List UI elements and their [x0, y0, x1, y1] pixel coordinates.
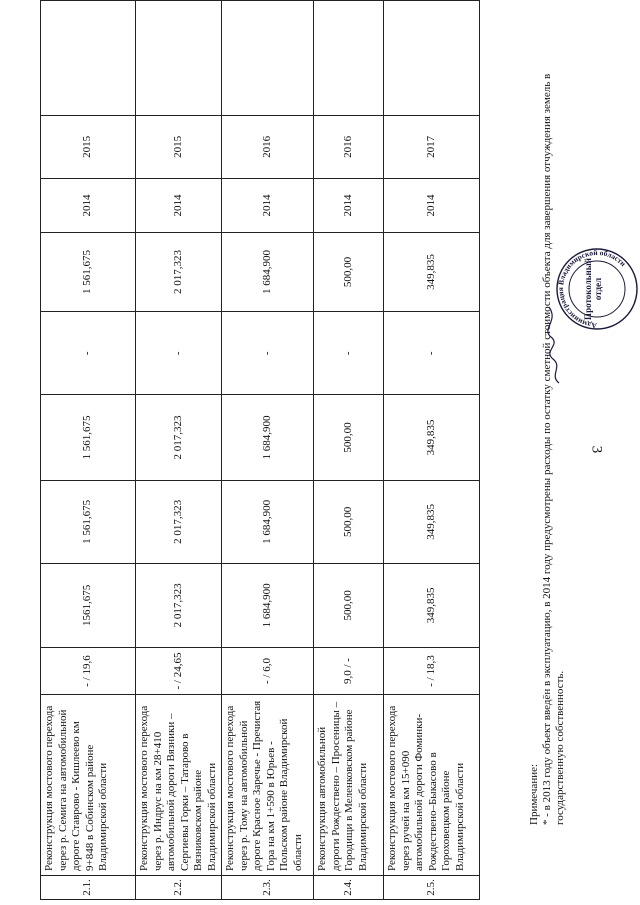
object-name: Реконструкция мостового перехода через ручей на км 15+090 автомобильной дороги Фоминки-Рождествено–Быкасово в Гороховецком районе Владимирской области	[384, 695, 480, 876]
cost-value: 1 684,900	[222, 395, 314, 480]
object-name: Реконструкция мостового перехода через р. Тому на автомобильной дороге Красное Заречье - Пречистая Гора на км 1+590 в Юрьев - Польском районе Владимирской области	[222, 695, 314, 876]
footnote-title: Примечание:	[528, 763, 540, 825]
year-end: 2015	[41, 115, 136, 179]
cost-value: 1 684,900	[222, 232, 314, 311]
row-number: 2.1.	[41, 876, 136, 900]
page-number: 3	[588, 445, 605, 454]
year-end: 2016	[314, 115, 384, 179]
object-length: - / 18,3	[384, 647, 480, 695]
cost-value: -	[136, 312, 222, 395]
cost-value: -	[222, 312, 314, 395]
object-name: Реконструкция мостового перехода через р. Семига на автомобильной дороге Ставрово - Кишлеево км 9+848 в Собинском районе Владимирской области	[41, 695, 136, 876]
stamp-center	[583, 247, 603, 331]
object-length: - / 6,0	[222, 647, 314, 695]
cost-value: 500,00	[314, 232, 384, 311]
cost-value: 500,00	[314, 564, 384, 648]
official-stamp	[555, 247, 639, 331]
cost-value: -	[384, 312, 480, 395]
cost-value: -	[314, 312, 384, 395]
cost-value: 500,00	[314, 395, 384, 480]
footnote-text: * - в 2013 году объект введён в эксплуатацию, в 2014 году предусмотрены расходы по остатку сметной стоимости объекта для завершения отчуждения земель в государственную собственность.	[541, 73, 566, 825]
cost-value: 1 561,675	[41, 395, 136, 480]
year-end: 2017	[384, 115, 480, 179]
year-start: 2014	[222, 179, 314, 233]
year-end: 2015	[136, 115, 222, 179]
cost-value: 1 561,675	[41, 480, 136, 563]
cost-value: 1561,675	[41, 564, 136, 648]
empty-cell	[41, 1, 136, 116]
cost-value: -	[41, 312, 136, 395]
cost-value: 1 684,900	[222, 480, 314, 563]
table-row	[384, 1, 480, 900]
year-start: 2014	[384, 179, 480, 233]
cost-value: 349,835	[384, 395, 480, 480]
empty-cell	[136, 1, 222, 116]
empty-cell	[314, 1, 384, 116]
table-row	[314, 1, 384, 900]
table-row	[136, 1, 222, 900]
cost-value: 2 017,323	[136, 395, 222, 480]
stamp-line: Протокольный	[583, 258, 593, 320]
stamp-ring-text: Администрация Владимирской области	[555, 247, 628, 331]
object-length: - / 19,6	[41, 647, 136, 695]
cost-value: 349,835	[384, 480, 480, 563]
cost-value: 2 017,323	[136, 564, 222, 648]
table-row	[222, 1, 314, 900]
year-start: 2014	[41, 179, 136, 233]
cost-value: 2 017,323	[136, 480, 222, 563]
cost-value: 500,00	[314, 480, 384, 563]
cost-value: 2 017,323	[136, 232, 222, 311]
row-number: 2.4.	[314, 876, 384, 900]
cost-value: 1 561,675	[41, 232, 136, 311]
stamp-line: отдел	[593, 277, 603, 301]
empty-cell	[222, 1, 314, 116]
cost-value: 349,835	[384, 564, 480, 648]
year-start: 2014	[314, 179, 384, 233]
year-start: 2014	[136, 179, 222, 233]
object-name: Реконструкция мостового перехода через р. Индрус на км 28+410 автомобильной дороги Вязники – Сергиевы Горки – Татарово в Вязниковском районе Владимирской области	[136, 695, 222, 876]
cost-value: 1 684,900	[222, 564, 314, 648]
row-number: 2.3.	[222, 876, 314, 900]
row-number: 2.5.	[384, 876, 480, 900]
object-length: - / 24,65	[136, 647, 222, 695]
program-table	[40, 0, 480, 900]
row-number: 2.2.	[136, 876, 222, 900]
year-end: 2016	[222, 115, 314, 179]
object-name: Реконструкция автомобильной дороги Рождествено – Просеницы – Городищи в Меленковском районе Владимирской области	[314, 695, 384, 876]
table-row	[41, 1, 136, 900]
cost-value: 349,835	[384, 232, 480, 311]
empty-cell	[384, 1, 480, 116]
footnote	[528, 45, 567, 825]
object-length: 9,0 / -	[314, 647, 384, 695]
